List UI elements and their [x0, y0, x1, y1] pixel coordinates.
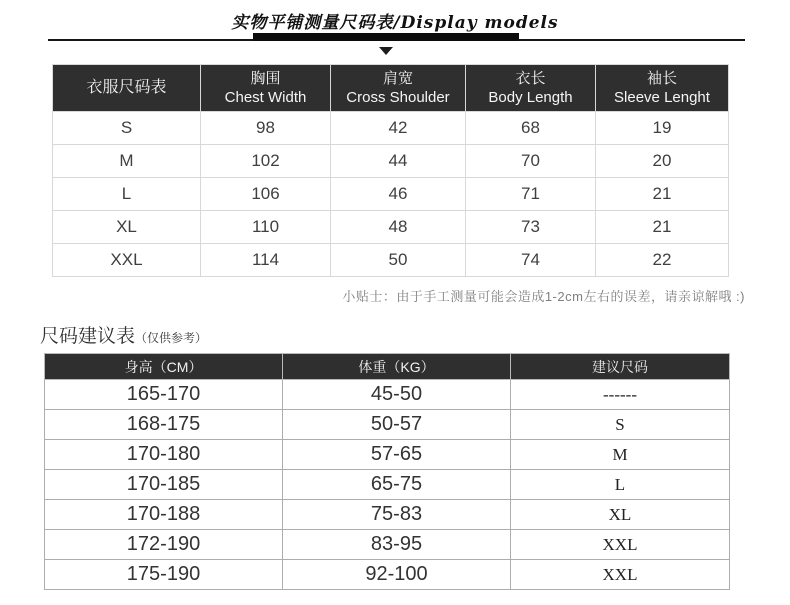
table-cell: 172-190: [45, 530, 283, 560]
table-cell: 114: [201, 244, 331, 277]
table-cell: 20: [596, 145, 729, 178]
suggestion-section-title: [40, 321, 790, 348]
header-en: Chest Width: [224, 89, 307, 106]
table-cell: 45-50: [283, 380, 511, 410]
header-zh: 袖长: [646, 70, 677, 87]
table-row: [45, 560, 730, 590]
table-row: [53, 178, 729, 211]
divider-bar: [253, 33, 519, 41]
table-cell: 71: [466, 178, 596, 211]
size-cell: S: [53, 112, 201, 145]
header-zh: 胸围: [250, 70, 281, 87]
section-title-text: 尺码建议表: [40, 326, 136, 347]
size-cell: M: [53, 145, 201, 178]
table-row: [45, 500, 730, 530]
table-cell: 106: [201, 178, 331, 211]
header-en: Body Length: [488, 89, 573, 106]
measurement-tip: 小贴士：由于手工测量可能会造成1-2cm左右的误差，请亲谅解哦 :): [342, 289, 745, 304]
section-title-note: （仅供参考）: [135, 331, 208, 345]
col-header-shoulder: [331, 65, 466, 112]
suggested-size-cell: XL: [511, 500, 730, 530]
table-row: [53, 244, 729, 277]
down-arrow-icon: [379, 47, 393, 55]
table-cell: 68: [466, 112, 596, 145]
table-cell: 110: [201, 211, 331, 244]
table-cell: 50-57: [283, 410, 511, 440]
col-header-body-length: [466, 65, 596, 112]
table-cell: 46: [331, 178, 466, 211]
table-cell: 50: [331, 244, 466, 277]
table-cell: 168-175: [45, 410, 283, 440]
measurement-table: [52, 64, 729, 277]
col-header-height: 身高（CM）: [45, 354, 283, 380]
col-header-suggested-size: 建议尺码: [511, 354, 730, 380]
table-row: [53, 145, 729, 178]
table-row: [45, 410, 730, 440]
table-cell: 92-100: [283, 560, 511, 590]
col-header-weight: 体重（KG）: [283, 354, 511, 380]
suggested-size-cell: M: [511, 440, 730, 470]
table-cell: 175-190: [45, 560, 283, 590]
table-cell: 102: [201, 145, 331, 178]
measurement-header-row: [53, 65, 729, 112]
table-cell: 21: [596, 178, 729, 211]
header-en: Cross Shoulder: [346, 89, 450, 106]
table-row: [45, 530, 730, 560]
suggested-size-cell: XXL: [511, 530, 730, 560]
suggestion-header-row: [45, 354, 730, 380]
size-cell: XXL: [53, 244, 201, 277]
header-zh: 衣服尺码表: [86, 79, 167, 96]
table-row: [45, 440, 730, 470]
suggested-size-cell: ------: [511, 380, 730, 410]
table-cell: 48: [331, 211, 466, 244]
table-cell: 19: [596, 112, 729, 145]
table-cell: 22: [596, 244, 729, 277]
header-en: Sleeve Lenght: [614, 89, 710, 106]
table-row: [53, 112, 729, 145]
table-cell: 44: [331, 145, 466, 178]
table-row: [45, 380, 730, 410]
header-zh: 衣长: [515, 70, 546, 87]
header-zh: 肩宽: [382, 70, 413, 87]
table-cell: 75-83: [283, 500, 511, 530]
title-block: [0, 0, 790, 64]
table-cell: 170-180: [45, 440, 283, 470]
table-cell: 65-75: [283, 470, 511, 500]
page-title: 实物平铺测量尺码表/Display models: [231, 13, 559, 33]
size-cell: XL: [53, 211, 201, 244]
col-header-size-label: [53, 65, 201, 112]
table-cell: 170-185: [45, 470, 283, 500]
table-cell: 165-170: [45, 380, 283, 410]
size-cell: L: [53, 178, 201, 211]
table-cell: 42: [331, 112, 466, 145]
col-header-sleeve: [596, 65, 729, 112]
col-header-chest: [201, 65, 331, 112]
table-cell: 21: [596, 211, 729, 244]
table-cell: 83-95: [283, 530, 511, 560]
table-cell: 57-65: [283, 440, 511, 470]
suggested-size-cell: L: [511, 470, 730, 500]
suggested-size-cell: XXL: [511, 560, 730, 590]
suggested-size-cell: S: [511, 410, 730, 440]
table-row: [45, 470, 730, 500]
table-cell: 170-188: [45, 500, 283, 530]
table-cell: 70: [466, 145, 596, 178]
suggestion-table: [44, 353, 730, 590]
table-row: [53, 211, 729, 244]
table-cell: 98: [201, 112, 331, 145]
table-cell: 73: [466, 211, 596, 244]
table-cell: 74: [466, 244, 596, 277]
